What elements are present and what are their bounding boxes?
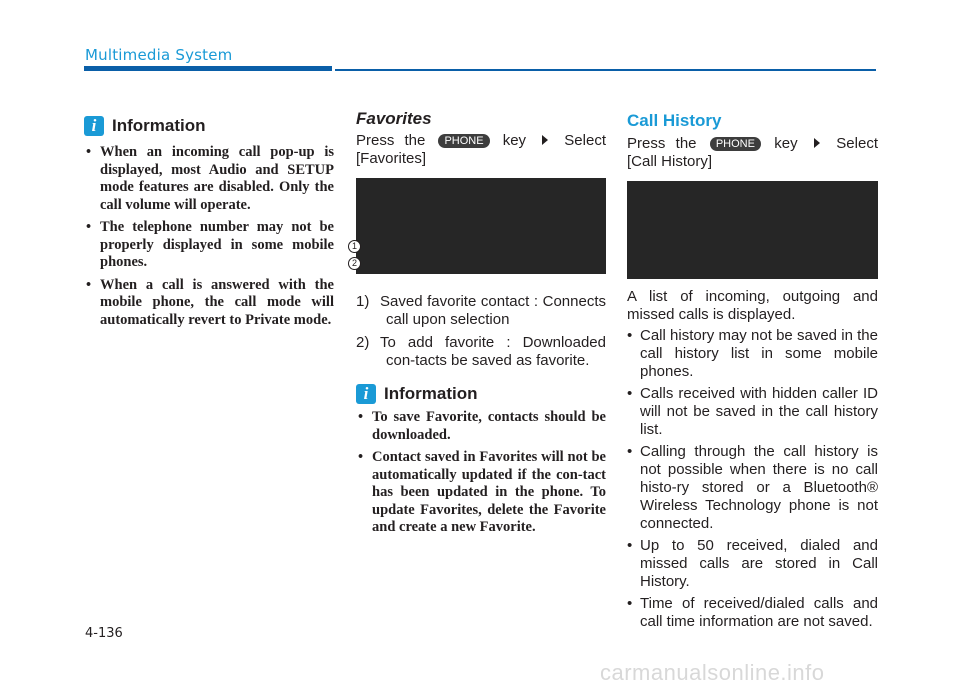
favorites-screenshot — [356, 178, 606, 274]
section-header-title: Multimedia System — [85, 46, 233, 64]
call-history-screenshot — [627, 181, 878, 279]
intro-text: key — [502, 132, 527, 149]
favorites-title: Favorites — [356, 109, 432, 128]
intro-text: Press the — [356, 132, 426, 149]
call-history-intro — [627, 135, 878, 171]
info-header-col1 — [84, 116, 206, 136]
page-number: 4-136 — [85, 626, 123, 641]
arrow-right-icon — [542, 135, 548, 145]
info-title: Information — [112, 116, 206, 135]
call-history-title: Call History — [627, 111, 722, 130]
list-item: • Calling through the call history is not possible when there is no call histo-ry stored or a Bluetooth® Wireless Technology phone is not connected. — [627, 443, 878, 533]
list-item: • Contact saved in Favorites will not be automatically updated if the con-tact has been updated in the phone. To update Favorites, delete the Favorite and create a new Favorite. — [356, 449, 606, 537]
list-item: • Time of received/dialed calls and call time information are not saved. — [627, 595, 878, 631]
list-item: • Call history may not be saved in the call history list in some mobile phones. — [627, 327, 878, 381]
info-list-col2 — [356, 409, 606, 542]
phone-key-chip: PHONE — [710, 137, 761, 151]
list-item: 1) Saved favorite contact : Connects call upon selection — [356, 293, 606, 328]
phone-key-chip: PHONE — [438, 134, 489, 148]
info-header-col2 — [356, 384, 478, 404]
list-item: • The telephone number may not be properly displayed in some mobile phones. — [84, 219, 334, 272]
information-icon: i — [356, 384, 376, 404]
list-item: 2) To add favorite : Downloaded con-tacts be saved as favorite. — [356, 334, 606, 369]
arrow-right-icon — [814, 138, 820, 148]
header-bar-thin — [335, 69, 876, 71]
intro-text: Select [Favorites] — [356, 132, 606, 167]
information-icon: i — [84, 116, 104, 136]
intro-text: key — [774, 135, 798, 152]
call-history-description: A list of incoming, outgoing and missed calls is displayed. — [627, 288, 878, 323]
intro-text: Select [Call History] — [627, 135, 878, 170]
list-item: • Up to 50 received, dialed and missed calls are stored in Call History. — [627, 537, 878, 591]
call-history-list — [627, 327, 878, 635]
callout-marker-2: 2 — [348, 257, 361, 270]
list-item: • When an incoming call pop-up is displayed, most Audio and SETUP mode features are disabled. Only the call volume will operate. — [84, 144, 334, 214]
favorites-intro — [356, 132, 606, 168]
header-bar-thick — [84, 66, 332, 71]
info-list-col1 — [84, 144, 334, 334]
watermark: carmanualsonline.info — [600, 660, 825, 685]
intro-text: Press the — [627, 135, 697, 152]
favorites-numbered-list — [356, 293, 606, 375]
info-title: Information — [384, 384, 478, 403]
callout-marker-1: 1 — [348, 240, 361, 253]
list-item: • Calls received with hidden caller ID will not be saved in the call history list. — [627, 385, 878, 439]
list-item: • To save Favorite, contacts should be downloaded. — [356, 409, 606, 444]
list-item: • When a call is answered with the mobile phone, the call mode will automatically revert to Private mode. — [84, 277, 334, 330]
